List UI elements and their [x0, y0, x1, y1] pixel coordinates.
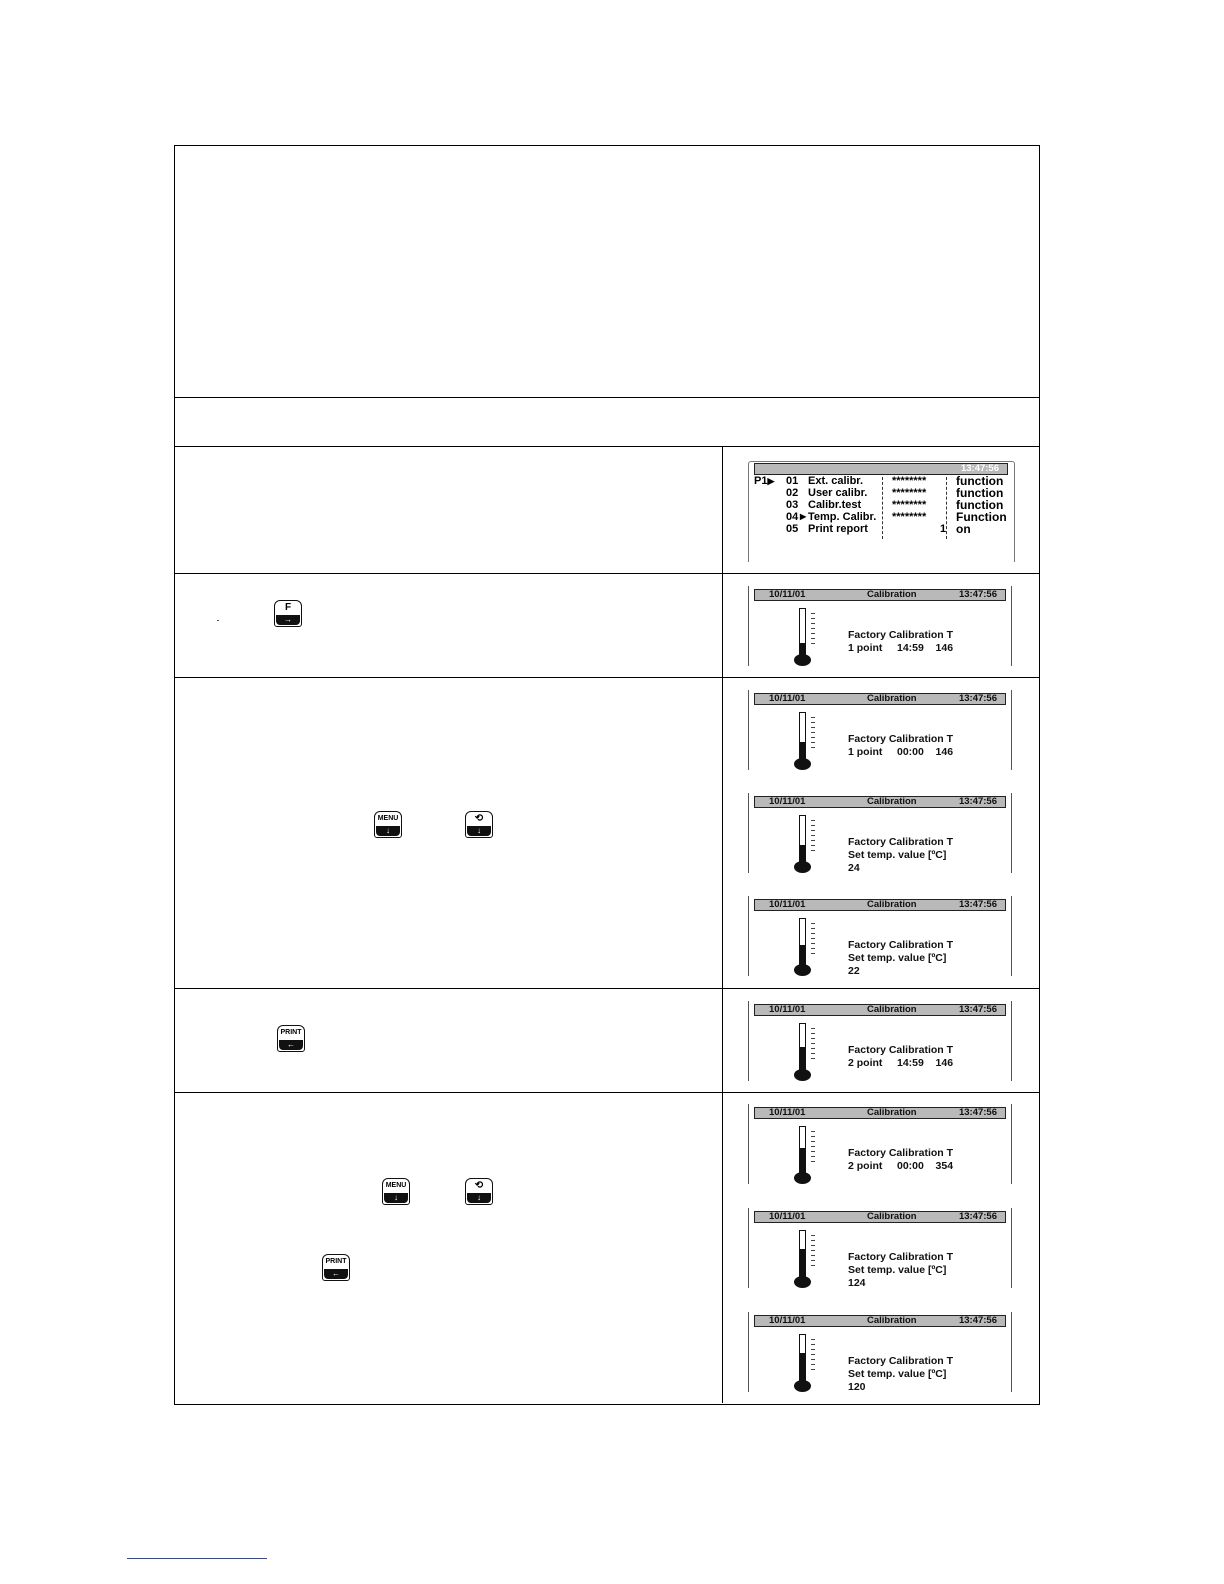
screen-title: Calibration: [867, 796, 917, 807]
cycle-key-icon: ⟲ ↓: [465, 1178, 493, 1205]
menu-item-setting: ********: [892, 499, 927, 511]
menu-item-number: 03: [786, 499, 799, 511]
screen-clock: 13:47:56: [958, 1211, 997, 1222]
menu-item-name: Calibr.test: [808, 499, 862, 511]
screen-line-1: Factory Calibration T: [848, 1355, 954, 1367]
screen-clock: 13:47:56: [958, 1315, 997, 1326]
divider: [174, 446, 1040, 447]
screen-line-1: Factory Calibration T: [848, 1044, 954, 1056]
screen-date: 10/11/01: [769, 899, 806, 910]
menu-item-number: 05: [786, 523, 799, 535]
menu-item-04: [754, 511, 1014, 523]
screen-line-3: 22: [848, 965, 860, 977]
divider: [174, 1092, 1040, 1093]
screen-line-2: Set temp. value [ºC]: [848, 952, 947, 964]
screen-date: 10/11/01: [769, 1211, 806, 1222]
f-key-icon: F →: [274, 600, 302, 627]
screen-clock: 13:47:56: [958, 1107, 997, 1118]
screen-header: [754, 589, 1006, 601]
screen-title: Calibration: [867, 693, 917, 704]
calibration-screen: [748, 1001, 1012, 1081]
menu-item-value: function: [956, 486, 1004, 500]
calibration-screen: [748, 1104, 1012, 1184]
menu-item-number: 01: [786, 475, 799, 487]
menu-item-number: 02: [786, 487, 799, 499]
menu-item-value: function: [956, 498, 1004, 512]
calibration-screen: [748, 586, 1012, 666]
screen-date: 10/11/01: [769, 693, 806, 704]
screen-line-2: 1 point 14:59 146: [848, 642, 954, 654]
menu-item-setting: ********: [892, 475, 927, 487]
menu-screen: [748, 461, 1014, 561]
divider: [174, 397, 1040, 398]
menu-key-icon: MENU ↓: [382, 1178, 410, 1205]
selector-arrow-icon: ▶: [800, 512, 807, 521]
menu-item-setting: ********: [892, 511, 927, 523]
thermometer-icon: [792, 608, 814, 668]
screen-title: Calibration: [867, 899, 917, 910]
screen-line-2: 2 point 14:59 146: [848, 1057, 954, 1069]
cycle-key-icon: ⟲ ↓: [465, 811, 493, 838]
screen-clock: 13:47:56: [958, 1004, 997, 1015]
calibration-screen: [748, 896, 1012, 976]
screen-header: [754, 1004, 1006, 1016]
menu-item-value: on: [956, 522, 971, 536]
screen-line-2: 1 point 00:00 146: [848, 746, 954, 758]
screen-line-1: Factory Calibration T: [848, 629, 954, 641]
screen-date: 10/11/01: [769, 796, 806, 807]
calibration-screen: [748, 1312, 1012, 1392]
thermometer-icon: [792, 1230, 814, 1290]
screen-date: 10/11/01: [769, 1315, 806, 1326]
screen-line-2: Set temp. value [ºC]: [848, 1264, 947, 1276]
screen-line-3: 120: [848, 1381, 866, 1393]
screen-header: [754, 1107, 1006, 1119]
menu-item-name: Temp. Calibr.: [808, 511, 877, 523]
print-key-icon: PRINT ←: [277, 1025, 305, 1052]
screen-header: [754, 1315, 1006, 1327]
menu-item-number: 04: [786, 511, 799, 523]
menu-prefix: P1▶: [754, 475, 775, 487]
screen-title: Calibration: [867, 1004, 917, 1015]
screen-line-1: Factory Calibration T: [848, 939, 954, 951]
screen-title: Calibration: [867, 589, 917, 600]
screen-date: 10/11/01: [769, 1004, 806, 1015]
screen-line-1: Factory Calibration T: [848, 1147, 954, 1159]
divider: [174, 988, 1040, 989]
mark: [217, 620, 219, 621]
screen-clock: 13:47:56: [958, 899, 997, 910]
divider: [174, 677, 1040, 678]
menu-key-icon: MENU ↓: [374, 811, 402, 838]
screen-header: [754, 693, 1006, 705]
screen-line-3: 124: [848, 1277, 866, 1289]
screen-header: [754, 899, 1006, 911]
footnote-rule: [127, 1558, 267, 1559]
menu-item-name: User calibr.: [808, 487, 868, 499]
screen-line-3: 24: [848, 862, 860, 874]
thermometer-icon: [792, 1334, 814, 1394]
screen-header: [754, 796, 1006, 808]
menu-item-setting: ********: [892, 487, 927, 499]
screen-header: [754, 1211, 1006, 1223]
menu-item-name: Print report: [808, 523, 868, 535]
screen-title: Calibration: [867, 1107, 917, 1118]
calibration-screen: [748, 690, 1012, 770]
screen-date: 10/11/01: [769, 1107, 806, 1118]
divider: [174, 573, 1040, 574]
thermometer-icon: [792, 712, 814, 772]
screen-clock: 13:47:56: [958, 693, 997, 704]
screen-line-1: Factory Calibration T: [848, 1251, 954, 1263]
screen-clock: 13:47:56: [958, 796, 997, 807]
menu-item-name: Ext. calibr.: [808, 475, 864, 487]
screen-title: Calibration: [867, 1211, 917, 1222]
screen-title: Calibration: [867, 1315, 917, 1326]
menu-item-value: function: [956, 474, 1004, 488]
clock: 13:47:56: [960, 463, 999, 474]
print-key-icon: PRINT ←: [322, 1254, 350, 1281]
screen-line-2: Set temp. value [ºC]: [848, 849, 947, 861]
calibration-screen: [748, 793, 1012, 873]
screen-clock: 13:47:56: [958, 589, 997, 600]
thermometer-icon: [792, 815, 814, 875]
menu-item-05: [754, 523, 1014, 535]
menu-item-value: Function: [956, 510, 1007, 524]
column-divider: [722, 446, 723, 1403]
thermometer-icon: [792, 1126, 814, 1186]
thermometer-icon: [792, 1023, 814, 1083]
calibration-screen: [748, 1208, 1012, 1288]
screen-line-1: Factory Calibration T: [848, 733, 954, 745]
screen-date: 10/11/01: [769, 589, 806, 600]
selector-arrow-icon: ▶: [767, 476, 775, 486]
screen-line-2: 2 point 00:00 354: [848, 1160, 954, 1172]
menu-item-setting: 1: [940, 523, 947, 535]
screen-line-2: Set temp. value [ºC]: [848, 1368, 947, 1380]
screen-line-1: Factory Calibration T: [848, 836, 954, 848]
thermometer-icon: [792, 918, 814, 978]
